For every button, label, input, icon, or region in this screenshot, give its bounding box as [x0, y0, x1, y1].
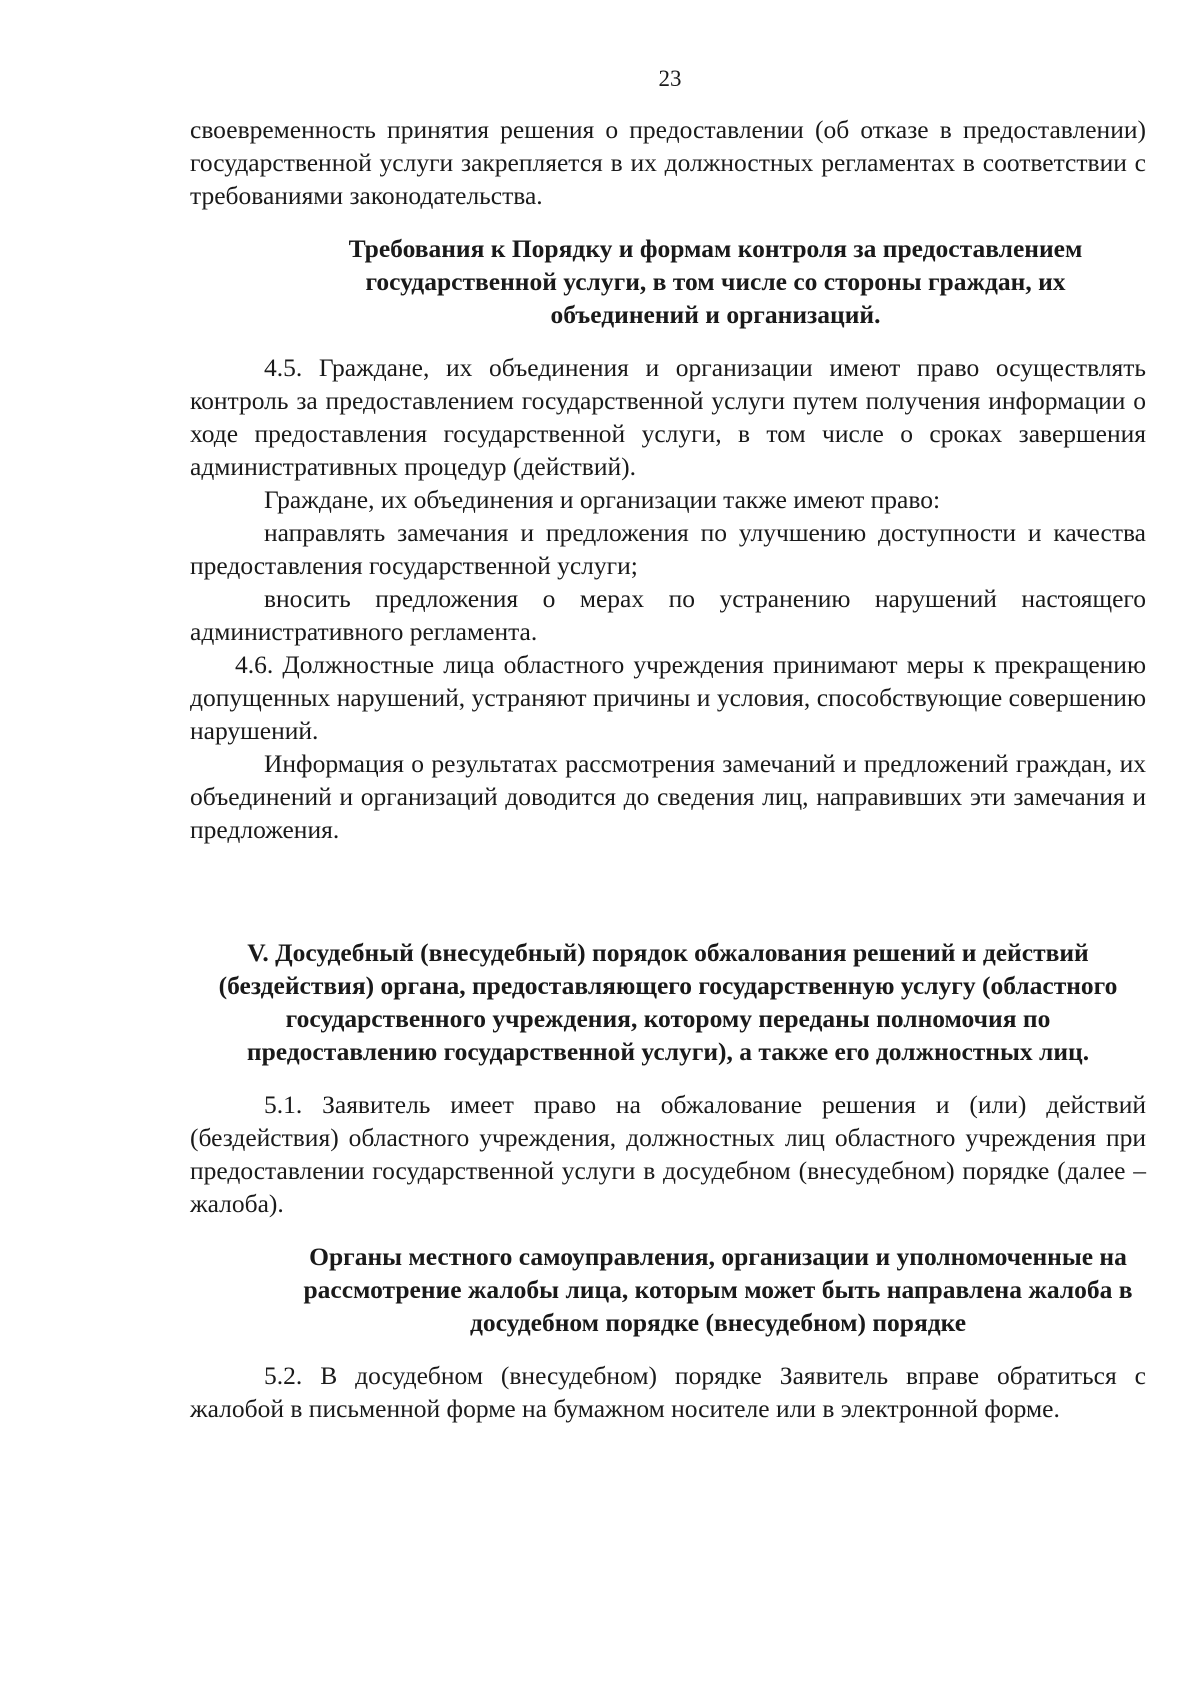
paragraph-rights-intro: Граждане, их объединения и организации также имеют право: [264, 485, 941, 514]
paragraph-right-1: направлять замечания и предложения по улучшению доступности и качества предоставления государственной услуги; [190, 518, 1146, 580]
paragraph-5-1: 5.1. Заявитель имеет право на обжалование решения и (или) действий (бездействия) областного учреждения, должностных лиц областного учреждения при предоставлении государственной услуги в досудебном (внесудебном) порядке (далее – жалоба). [190, 1090, 1146, 1218]
page-number: 23 [658, 66, 682, 91]
paragraph-4-6: 4.6. Должностные лица областного учреждения принимают меры к прекращению допущенных нарушений, устраняют причины и условия, способствующие совершению нарушений. [190, 650, 1146, 745]
section-heading-organs: Органы местного самоуправления, организации и уполномоченные на рассмотрение жалобы лица, которым может быть направлена жалоба в досудебном порядке (внесудебном) порядке [303, 1242, 1133, 1337]
section-heading-control: Требования к Порядку и формам контроля за предоставлением государственной услуги, в том числе со стороны граждан, их объединений и организаций. [348, 234, 1083, 329]
paragraph-4-5: 4.5. Граждане, их объединения и организации имеют право осуществлять контроль за предоставлением государственной услуги путем получения информации о ходе предоставления государственной услуги, в том числе о сроках завершения административных процедур (действий). [190, 353, 1146, 481]
section-heading-v: V. Досудебный (внесудебный) порядок обжалования решений и действий (бездействия) органа, предоставляющего государственную услугу (областного государственного учреждения, которому переданы полномочия по предоставлению государственной услуги), а также его должностных лиц. [218, 938, 1118, 1066]
document-body [190, 113, 1146, 1425]
paragraph-continuation: своевременность принятия решения о предоставлении (об отказе в предоставлении) государственной услуги закрепляется в их должностных регламентах в соответствии с требованиями законодательства. [190, 115, 1146, 210]
paragraph-5-2: 5.2. В досудебном (внесудебном) порядке Заявитель вправе обратиться с жалобой в письменной форме на бумажном носителе или в электронной форме. [190, 1361, 1146, 1423]
paragraph-info: Информация о результатах рассмотрения замечаний и предложений граждан, их объединений и организаций доводится до сведения лиц, направивших эти замечания и предложения. [190, 749, 1146, 844]
paragraph-right-2: вносить предложения о мерах по устранению нарушений настоящего административного регламента. [190, 584, 1146, 646]
